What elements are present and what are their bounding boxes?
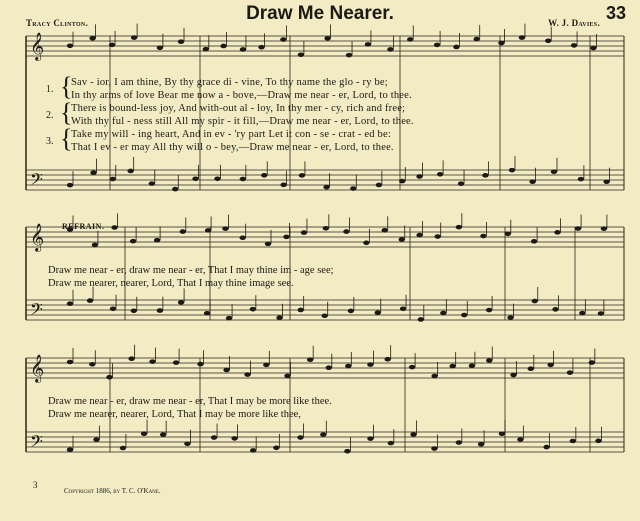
note-head <box>343 229 349 234</box>
treble-clef: 𝄞 <box>30 354 45 382</box>
note-head <box>367 436 373 441</box>
note-head <box>110 306 116 311</box>
note-head <box>399 179 405 184</box>
note-head <box>505 231 511 236</box>
note-head <box>363 241 369 246</box>
note-head <box>184 441 190 446</box>
note-head <box>480 234 486 239</box>
note-head <box>458 181 464 186</box>
verse-brace: { <box>60 72 73 101</box>
note-head <box>273 446 279 451</box>
verse-number: 3. <box>46 136 54 147</box>
refrain-label: REFRAIN. <box>62 222 105 231</box>
composer-credit: W. J. Davies. <box>548 18 600 28</box>
verse-number: 1. <box>46 84 54 95</box>
verse-line: In thy arms of love Bear me now a - bove,—Draw me near - er, Lord, to thee. <box>71 90 412 101</box>
note-head <box>214 176 220 181</box>
verse-line: Take my will - ing heart, And in ev - 'ry part Let it con - se - crat - ed be: <box>71 129 391 140</box>
note-head <box>437 172 443 177</box>
page-number: 33 <box>605 3 626 23</box>
note-head <box>375 310 381 315</box>
note-head <box>461 313 467 318</box>
note-head <box>323 185 329 190</box>
verse-number: 2. <box>46 110 54 121</box>
note-head <box>416 174 422 179</box>
note-head <box>376 183 382 188</box>
note-head <box>178 300 184 305</box>
note-head <box>478 442 484 447</box>
bass-clef: 𝄢 <box>30 169 43 193</box>
note-head <box>67 360 73 365</box>
note-head <box>498 41 504 46</box>
note-head <box>507 315 513 320</box>
note-head <box>410 432 416 437</box>
note-head <box>67 447 73 452</box>
note-head <box>531 239 537 244</box>
verse-line: Sav - ior, I am thine, By thy grace di - vine, To thy name the glo - ry be; <box>71 77 388 88</box>
note-head <box>456 440 462 445</box>
note-head <box>552 307 558 312</box>
note-head <box>283 235 289 240</box>
note-head <box>299 173 305 178</box>
note-head <box>298 52 304 57</box>
note-head <box>469 364 475 369</box>
note-head <box>192 176 198 181</box>
note-head <box>141 431 147 436</box>
note-head <box>482 173 488 178</box>
note-head <box>154 238 160 243</box>
note-head <box>456 225 462 230</box>
note-head <box>348 309 354 314</box>
note-head <box>67 301 73 306</box>
verse-line: There is bound-less joy, And with-out al - loy, In thy mer - cy, rich and free; <box>71 103 406 114</box>
note-head <box>307 357 313 362</box>
note-head <box>173 360 179 365</box>
note-head <box>509 168 515 173</box>
note-head <box>486 308 492 313</box>
note-head <box>157 308 163 313</box>
note-head <box>384 357 390 362</box>
note-head <box>409 365 415 370</box>
note-head <box>111 225 117 230</box>
note-head <box>532 299 538 304</box>
note-head <box>265 242 271 247</box>
treble-clef: 𝄞 <box>30 223 45 251</box>
note-head <box>486 358 492 363</box>
note-head <box>603 179 609 184</box>
note-head <box>567 370 573 375</box>
note-head <box>388 441 394 446</box>
note-head <box>407 37 413 42</box>
note-head <box>324 36 330 41</box>
note-head <box>231 436 237 441</box>
note-head <box>528 366 534 371</box>
note-head <box>545 38 551 43</box>
note-head <box>297 435 303 440</box>
hymn-title: Draw Me Nearer. <box>246 3 394 24</box>
note-head <box>109 43 115 48</box>
note-head <box>226 316 232 321</box>
note-head <box>598 311 604 316</box>
note-head <box>263 363 269 368</box>
note-head <box>517 437 523 442</box>
verse-line: That I ev - er may All thy will o - bey,—Draw me near - er, Lord, to thee. <box>71 142 394 153</box>
note-head <box>578 177 584 182</box>
note-head <box>434 43 440 48</box>
bass-clef: 𝄢 <box>30 299 43 323</box>
note-head <box>431 446 437 451</box>
note-head <box>89 36 95 41</box>
note-head <box>571 43 577 48</box>
note-head <box>322 313 328 318</box>
note-head <box>67 183 73 188</box>
note-head <box>326 365 332 370</box>
lyricist-credit: Tracy Clinton. <box>26 18 89 28</box>
refrain-line: Draw me nearer, nearer, Lord, That I may thine image see. <box>48 278 294 289</box>
note-head <box>250 448 256 453</box>
note-head <box>211 435 217 440</box>
note-head <box>418 317 424 322</box>
note-head <box>589 360 595 365</box>
note-head <box>416 233 422 238</box>
note-head <box>128 356 134 361</box>
note-head <box>554 230 560 235</box>
note-head <box>93 437 99 442</box>
note-head <box>453 45 459 50</box>
note-head <box>595 439 601 444</box>
note-head <box>106 375 112 380</box>
bass-clef: 𝄢 <box>30 431 43 455</box>
note-head <box>89 362 95 367</box>
note-head <box>345 364 351 369</box>
refrain-line: Draw me near - er, draw me near - er, That I may thine im - age see; <box>48 265 334 276</box>
note-head <box>344 449 350 454</box>
note-head <box>519 35 525 40</box>
note-head <box>244 372 250 377</box>
note-head <box>346 53 352 58</box>
note-head <box>320 432 326 437</box>
note-head <box>499 431 505 436</box>
note-head <box>160 432 166 437</box>
note-head <box>400 307 406 312</box>
note-head <box>382 228 388 233</box>
note-head <box>87 298 93 303</box>
note-head <box>149 181 155 186</box>
note-head <box>284 374 290 379</box>
note-head <box>120 446 126 451</box>
refrain-line: Draw me nearer, nearer, Lord, That I may be more like thee, <box>48 409 301 420</box>
note-head <box>434 234 440 239</box>
note-head <box>239 235 245 240</box>
note-head <box>90 170 96 175</box>
note-head <box>449 364 455 369</box>
note-head <box>258 45 264 50</box>
note-head <box>67 44 73 49</box>
note-head <box>570 439 576 444</box>
note-head <box>276 315 282 320</box>
verse-brace: { <box>60 124 73 153</box>
note-head <box>222 226 228 231</box>
note-head <box>240 47 246 52</box>
note-head <box>601 226 607 231</box>
verse-line: With thy ful - ness still All my spir - it fill,—Draw me near - er, Lord, to thee. <box>71 116 414 127</box>
note-head <box>440 311 446 316</box>
note-head <box>157 45 163 50</box>
note-head <box>431 374 437 379</box>
note-head <box>365 42 371 47</box>
page-foot-number: 3 <box>33 480 38 490</box>
note-head <box>579 311 585 316</box>
note-head <box>220 44 226 49</box>
note-head <box>130 239 136 244</box>
note-head <box>399 237 405 242</box>
note-head <box>172 187 178 192</box>
note-head <box>92 243 98 248</box>
copyright-notice: Copyright 1886, by T. C. O'Kane. <box>64 487 161 495</box>
note-head <box>223 368 229 373</box>
note-head <box>350 186 356 191</box>
note-head <box>127 169 133 174</box>
treble-clef: 𝄞 <box>30 32 45 60</box>
note-head <box>205 228 211 233</box>
note-head <box>297 308 303 313</box>
note-head <box>323 226 329 231</box>
note-head <box>529 179 535 184</box>
refrain-line: Draw me near - er, draw me near - er, That I may be more like thee. <box>48 396 332 407</box>
note-head <box>367 362 373 367</box>
note-head <box>203 47 209 52</box>
note-head <box>575 226 581 231</box>
note-head <box>543 445 549 450</box>
note-head <box>280 183 286 188</box>
note-head <box>510 373 516 378</box>
note-head <box>131 308 137 313</box>
note-head <box>197 362 203 367</box>
note-head <box>590 46 596 51</box>
note-head <box>387 47 393 52</box>
note-head <box>110 177 116 182</box>
note-head <box>261 173 267 178</box>
verse-brace: { <box>60 98 73 127</box>
note-head <box>547 363 553 368</box>
note-head <box>280 37 286 42</box>
note-head <box>178 39 184 44</box>
note-head <box>240 177 246 182</box>
note-head <box>204 311 210 316</box>
note-head <box>551 169 557 174</box>
note-head <box>180 229 186 234</box>
note-head <box>149 359 155 364</box>
note-head <box>131 35 137 40</box>
note-head <box>250 307 256 312</box>
note-head <box>301 230 307 235</box>
note-head <box>474 37 480 42</box>
